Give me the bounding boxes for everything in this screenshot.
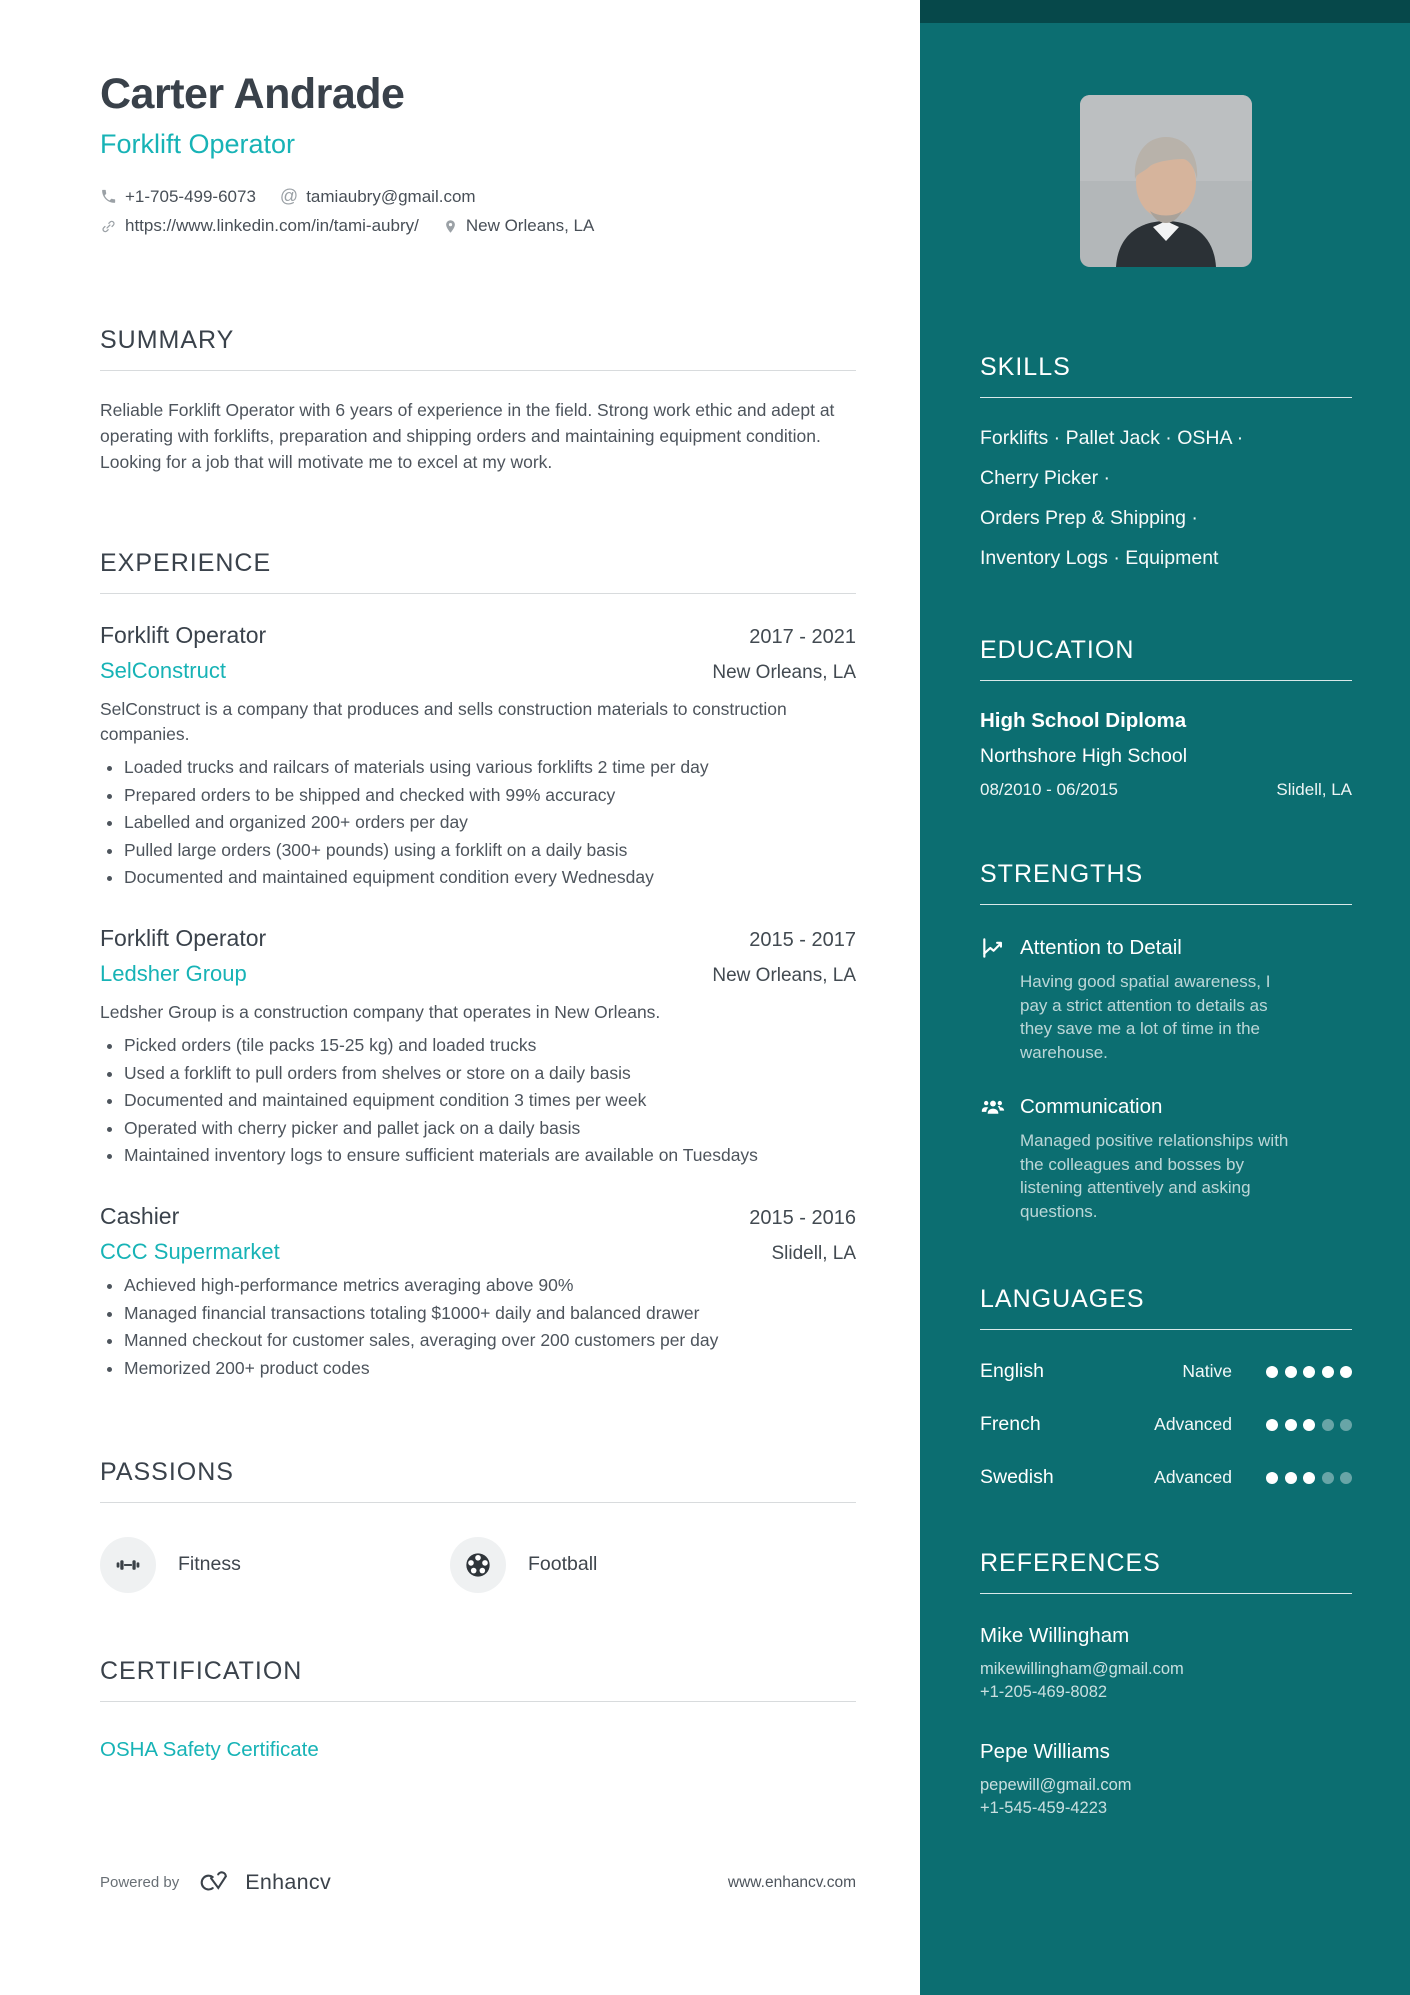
job-dates: 2017 - 2021 (749, 626, 856, 648)
divider (980, 680, 1352, 681)
job-title: Cashier (100, 1203, 180, 1229)
language-level: Native (1182, 1361, 1232, 1381)
link-contact[interactable] (100, 216, 419, 236)
reference-item (980, 1740, 1352, 1820)
certification-heading: CERTIFICATION (100, 1656, 303, 1685)
job-bullet: • Managed financial transactions totaling $1000+ daily and balanced drawer (124, 1302, 824, 1325)
job-bullet: • Pulled large orders (300+ pounds) using a forklift on a daily basis (124, 839, 824, 862)
phone-icon (100, 188, 117, 205)
linkedin-url[interactable]: https://www.linkedin.com/in/tami-aubry/ (125, 216, 419, 235)
reference-item (980, 1624, 1352, 1704)
divider (980, 397, 1352, 398)
education-dates: 08/2010 - 06/2015 (980, 780, 1119, 799)
skills-list (980, 418, 1352, 578)
email-address[interactable]: tamiaubry@gmail.com (306, 186, 476, 206)
dot-filled (1303, 1366, 1315, 1378)
dot-filled (1285, 1366, 1297, 1378)
job-location: Slidell, LA (771, 1243, 856, 1264)
job-bullet-list (100, 756, 856, 889)
reference-name: Pepe Williams (980, 1740, 1110, 1763)
dot-filled (1303, 1472, 1315, 1484)
job-bullet: • Manned checkout for customer sales, averaging over 200 customers per day (124, 1329, 824, 1352)
divider (100, 1502, 856, 1503)
language-row (980, 1466, 1352, 1489)
at-icon: @ (279, 186, 299, 206)
job-bullet: • Loaded trucks and railcars of materials using various forklifts 2 time per day (124, 756, 824, 779)
dot-filled (1266, 1419, 1278, 1431)
skills-line: Cherry Picker · (980, 467, 1111, 489)
language-dots (1266, 1366, 1352, 1378)
skills-line: Forklifts · Pallet Jack · OSHA · (980, 427, 1244, 449)
reference-name: Mike Willingham (980, 1624, 1130, 1647)
language-dots (1266, 1472, 1352, 1484)
job-bullet: • Operated with cherry picker and pallet jack on a daily basis (124, 1117, 824, 1140)
powered-by-label: Powered by (100, 1874, 180, 1891)
education-heading: EDUCATION (980, 636, 1135, 664)
language-level: Advanced (1154, 1467, 1232, 1487)
job-bullet: • Documented and maintained equipment condition 3 times per week (124, 1089, 824, 1112)
contact-info (100, 186, 856, 236)
page-footer (100, 1870, 856, 1895)
people-icon (980, 1094, 1006, 1120)
trend-up-icon (980, 935, 1006, 961)
location-contact (443, 216, 595, 236)
link-icon (100, 218, 117, 235)
job-entry (100, 1203, 856, 1380)
dot-filled (1340, 1366, 1352, 1378)
soccer-ball-icon (464, 1551, 492, 1579)
enhancv-logo-icon (195, 1870, 235, 1895)
dot-empty (1340, 1419, 1352, 1431)
dot-empty (1322, 1419, 1334, 1431)
languages-heading: LANGUAGES (980, 1285, 1145, 1313)
job-bullet: • Achieved high-performance metrics averaging above 90% (124, 1274, 824, 1297)
job-description: SelConstruct is a company that produces and sells construction materials to construction companies. (100, 699, 787, 744)
summary-text: Reliable Forklift Operator with 6 years of experience in the field. Strong work ethic and adept at operating with forklifts, preparation and shipping orders and maintaining equipment condition. Looking for a job that will motivate me to excel at my work. (100, 400, 835, 472)
job-dates: 2015 - 2017 (749, 929, 856, 951)
dot-filled (1322, 1366, 1334, 1378)
job-location: New Orleans, LA (712, 662, 856, 683)
job-bullet: • Memorized 200+ product codes (124, 1357, 824, 1380)
profile-photo (1080, 95, 1252, 267)
divider (980, 1593, 1352, 1594)
language-dots (1266, 1419, 1352, 1431)
sidebar (920, 0, 1410, 1995)
skills-line: Inventory Logs · Equipment (980, 547, 1219, 569)
dumbbell-icon (115, 1552, 141, 1578)
passions-heading: PASSIONS (100, 1457, 234, 1486)
job-bullet-list (100, 1274, 856, 1380)
job-entry (100, 925, 856, 1167)
skills-heading: SKILLS (980, 353, 1071, 381)
job-bullet: • Used a forklift to pull orders from shelves or store on a daily basis (124, 1062, 824, 1085)
summary-heading: SUMMARY (100, 326, 235, 354)
language-level: Advanced (1154, 1414, 1232, 1434)
dot-filled (1285, 1419, 1297, 1431)
job-company: SelConstruct (100, 658, 226, 683)
divider (980, 1329, 1352, 1330)
passion-label: Football (528, 1553, 598, 1575)
language-name: Swedish (980, 1466, 1054, 1488)
strength-item (980, 1094, 1352, 1223)
reference-phone: +1-205-469-8082 (980, 1683, 1108, 1701)
person-name: Carter Andrade (100, 70, 405, 118)
person-job-title: Forklift Operator (100, 129, 296, 159)
job-bullet: • Picked orders (tile packs 15-25 kg) and loaded trucks (124, 1034, 824, 1057)
education-school: Northshore High School (980, 745, 1188, 767)
divider (980, 904, 1352, 905)
location-text: New Orleans, LA (465, 216, 595, 235)
strength-text: Having good spatial awareness, I pay a strict attention to details as they save me a lot of time in the warehouse. (1020, 972, 1271, 1062)
dot-empty (1340, 1472, 1352, 1484)
job-company: Ledsher Group (100, 961, 247, 986)
certificate-name[interactable]: OSHA Safety Certificate (100, 1737, 319, 1761)
job-title: Forklift Operator (100, 622, 267, 648)
divider (100, 370, 856, 371)
passion-item-football (450, 1537, 800, 1593)
divider (100, 593, 856, 594)
job-location: New Orleans, LA (712, 965, 856, 986)
job-company: CCC Supermarket (100, 1239, 280, 1264)
email-contact[interactable] (280, 186, 476, 207)
job-entry (100, 622, 856, 889)
education-location: Slidell, LA (1276, 780, 1352, 799)
job-dates: 2015 - 2016 (749, 1207, 856, 1229)
enhancv-brand[interactable] (195, 1870, 331, 1895)
strength-title: Communication (1020, 1095, 1163, 1118)
references-heading: REFERENCES (980, 1549, 1161, 1577)
strengths-heading: STRENGTHS (980, 860, 1144, 888)
job-bullet: • Documented and maintained equipment condition every Wednesday (124, 866, 824, 889)
dot-filled (1303, 1419, 1315, 1431)
dot-filled (1266, 1472, 1278, 1484)
strength-text: Managed positive relationships with the colleagues and bosses by listening attentively and asking questions. (1020, 1131, 1289, 1221)
phone-number: +1-705-499-6073 (125, 186, 256, 206)
dot-filled (1266, 1366, 1278, 1378)
reference-email[interactable]: mikewillingham@gmail.com (980, 1660, 1184, 1678)
dot-filled (1285, 1472, 1297, 1484)
reference-phone: +1-545-459-4223 (980, 1799, 1108, 1817)
dot-empty (1322, 1472, 1334, 1484)
reference-email[interactable]: pepewill@gmail.com (980, 1776, 1132, 1794)
phone-contact (100, 187, 256, 207)
job-bullet: • Maintained inventory logs to ensure sufficient materials are available on Tuesdays (124, 1144, 824, 1167)
sidebar-top-band (920, 0, 1410, 23)
job-description: Ledsher Group is a construction company that operates in New Orleans. (100, 1002, 661, 1022)
job-title: Forklift Operator (100, 925, 267, 951)
strength-item (980, 935, 1352, 1064)
passion-label: Fitness (178, 1553, 241, 1575)
passion-item-fitness (100, 1537, 450, 1593)
job-bullet: • Labelled and organized 200+ orders per day (124, 811, 824, 834)
site-url[interactable]: www.enhancv.com (727, 1873, 856, 1891)
brand-name: Enhancv (245, 1870, 331, 1894)
skills-line: Orders Prep & Shipping · (980, 507, 1198, 529)
language-name: English (980, 1360, 1044, 1382)
language-row (980, 1413, 1352, 1436)
strength-title: Attention to Detail (1020, 936, 1182, 959)
passions-list (100, 1537, 800, 1593)
language-name: French (980, 1413, 1041, 1435)
job-bullet-list (100, 1034, 856, 1167)
education-degree: High School Diploma (980, 709, 1187, 732)
experience-heading: EXPERIENCE (100, 549, 272, 577)
language-row (980, 1360, 1352, 1383)
location-pin-icon (443, 218, 458, 235)
divider (100, 1701, 856, 1702)
job-bullet: • Prepared orders to be shipped and checked with 99% accuracy (124, 784, 824, 807)
